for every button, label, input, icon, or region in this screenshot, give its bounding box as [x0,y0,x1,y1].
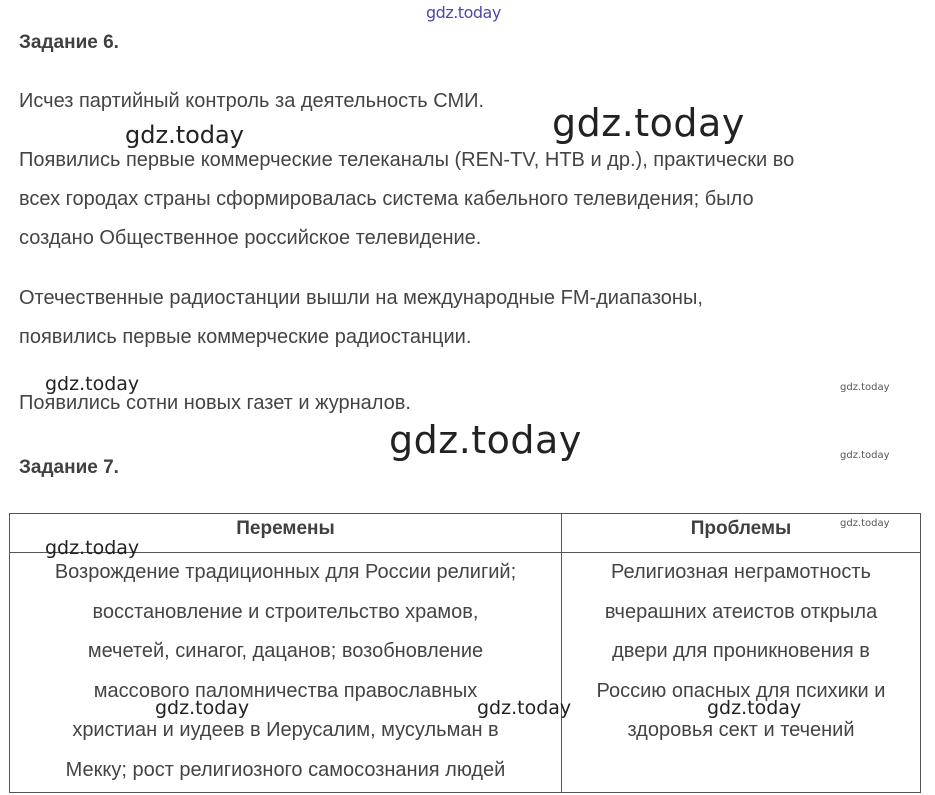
watermark: gdz.today [45,373,140,395]
cell-line: Возрождение традиционных для России религий; [54,561,517,583]
paragraph-line: Появились первые коммерческие телеканалы (REN-TV, НТВ и др.), практически во [19,149,795,171]
watermark: gdz.today [426,3,501,22]
watermark: gdz.today [477,697,572,719]
cell-line: вчерашних атеистов открыла [604,600,878,623]
table-cell-changes [10,553,561,790]
cell-line: двери для проникновения в [612,640,870,662]
task6-heading: Задание 6. [19,32,119,53]
watermark: gdz.today [155,697,250,719]
watermark: gdz.today [840,450,890,461]
cell-line: массового паломничества православных [93,679,478,702]
paragraph-line: Отечественные радиостанции вышли на международные FM-диапазоны, [19,287,703,309]
column-header-problems: Проблемы [690,518,792,539]
watermark: gdz.today [840,382,890,393]
changes-problems-table [9,513,921,793]
cell-line: христиан и иудеев в Иерусалим, мусульман в [72,719,499,741]
paragraph-line: Исчез партийный контроль за деятельность СМИ. [19,90,485,112]
table-cell-problems [562,553,920,751]
watermark: gdz.today [840,518,890,529]
cell-line: здоровья сект и течений [627,719,855,741]
cell-line: Религиозная неграмотность [611,561,871,583]
column-header-changes: Перемены [236,518,335,539]
watermark: gdz.today [707,697,802,719]
paragraph-line: создано Общественное российское телевидение. [19,227,482,249]
watermark: gdz.today [389,418,582,462]
cell-line: восстановление и строительство храмов, [92,600,479,623]
cell-line: Россию опасных для психики и [596,679,886,702]
task6-paragraph-3 [19,279,919,357]
cell-line: мечетей, синагог, дацанов; возобновление [87,640,484,662]
task6-paragraph-2 [19,141,919,258]
watermark: gdz.today [552,101,745,145]
paragraph-line: появились первые коммерческие радиостанции. [19,326,472,348]
watermark: gdz.today [125,121,244,149]
task6-paragraph-1 [19,82,919,121]
task7-heading: Задание 7. [19,457,119,478]
paragraph-line: всех городах страны сформировалась система кабельного телевидения; было [19,188,754,210]
cell-line: Мекку; рост религиозного самосознания людей [65,758,506,781]
watermark: gdz.today [45,537,140,559]
paragraph-line: Появились сотни новых газет и журналов. [19,392,411,414]
